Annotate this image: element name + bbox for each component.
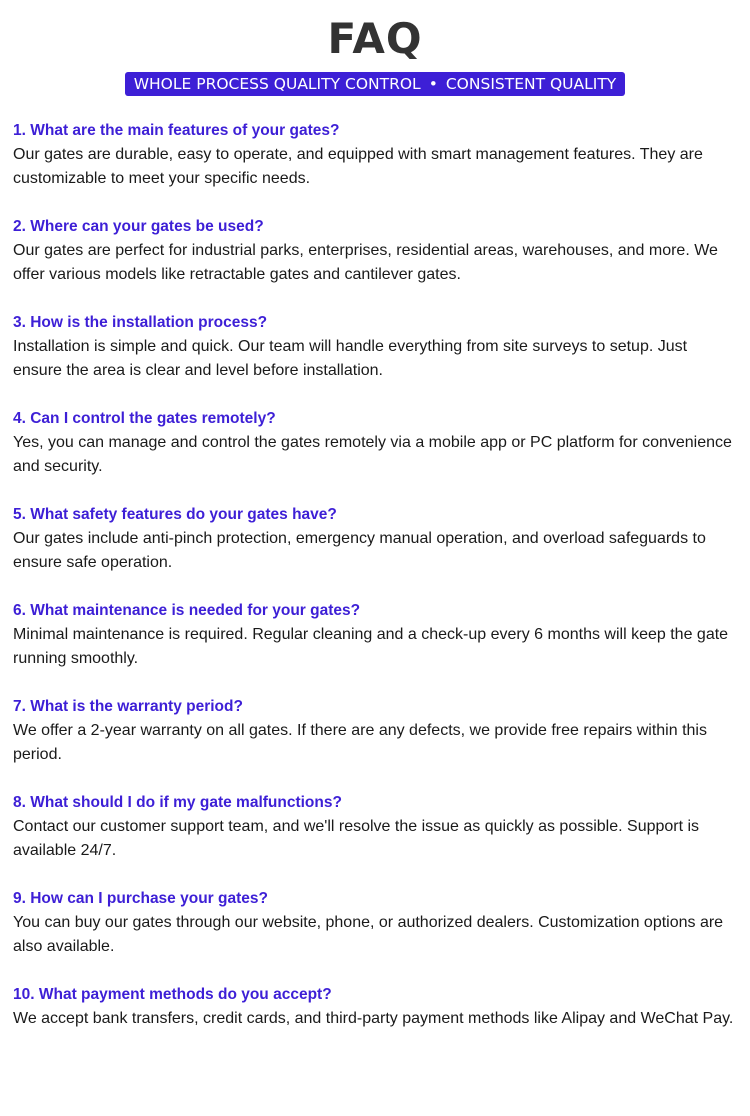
faq-question: 8. What should I do if my gate malfunctions?	[13, 794, 342, 811]
faq-item	[13, 983, 735, 1079]
faq-answer: Contact our customer support team, and we'll resolve the issue as quickly as possible. Support is available 24/7.	[13, 818, 700, 859]
page-title: FAQ	[327, 14, 423, 63]
faq-item	[13, 215, 735, 311]
faq-answer: Minimal maintenance is required. Regular cleaning and a check-up every 6 months will keep the gate running smoothly.	[13, 626, 729, 667]
faq-answer: Installation is simple and quick. Our team will handle everything from site surveys to setup. Just ensure the area is clear and level before installation.	[13, 338, 688, 379]
faq-list	[13, 119, 735, 1079]
faq-answer: Our gates include anti-pinch protection, emergency manual operation, and overload safeguards to ensure safe operation.	[13, 530, 706, 571]
faq-answer: We offer a 2-year warranty on all gates. If there are any defects, we provide free repairs within this period.	[13, 722, 707, 763]
faq-answer: Yes, you can manage and control the gates remotely via a mobile app or PC platform for convenience and security.	[13, 434, 732, 475]
faq-question: 5. What safety features do your gates have?	[13, 506, 337, 523]
faq-item	[13, 407, 735, 503]
faq-item	[13, 791, 735, 887]
faq-question: 6. What maintenance is needed for your gates?	[13, 602, 361, 619]
faq-item	[13, 695, 735, 791]
banner-left-text: WHOLE PROCESS QUALITY CONTROL	[133, 75, 421, 93]
quality-banner	[125, 72, 626, 96]
page-header	[0, 0, 750, 96]
faq-question: 1. What are the main features of your gates?	[13, 122, 340, 139]
faq-question: 10. What payment methods do you accept?	[13, 986, 332, 1003]
faq-question: 3. How is the installation process?	[13, 314, 268, 331]
faq-question: 4. Can I control the gates remotely?	[13, 410, 276, 427]
banner-right-text: CONSISTENT QUALITY	[445, 75, 617, 93]
faq-item	[13, 599, 735, 695]
faq-answer: Our gates are durable, easy to operate, and equipped with smart management features. They are customizable to meet your specific needs.	[13, 146, 703, 187]
faq-question: 7. What is the warranty period?	[13, 698, 243, 715]
faq-question: 9. How can I purchase your gates?	[13, 890, 268, 907]
faq-item	[13, 887, 735, 983]
faq-item	[13, 119, 735, 215]
faq-item	[13, 503, 735, 599]
faq-answer: You can buy our gates through our website, phone, or authorized dealers. Customization options are also available.	[13, 914, 724, 955]
faq-item	[13, 311, 735, 407]
faq-question: 2. Where can your gates be used?	[13, 218, 264, 235]
banner-separator: •	[428, 75, 438, 93]
faq-answer: Our gates are perfect for industrial parks, enterprises, residential areas, warehouses, and more. We offer various models like retractable gates and cantilever gates.	[13, 242, 718, 283]
faq-answer: We accept bank transfers, credit cards, and third-party payment methods like Alipay and WeChat Pay.	[13, 1010, 734, 1027]
